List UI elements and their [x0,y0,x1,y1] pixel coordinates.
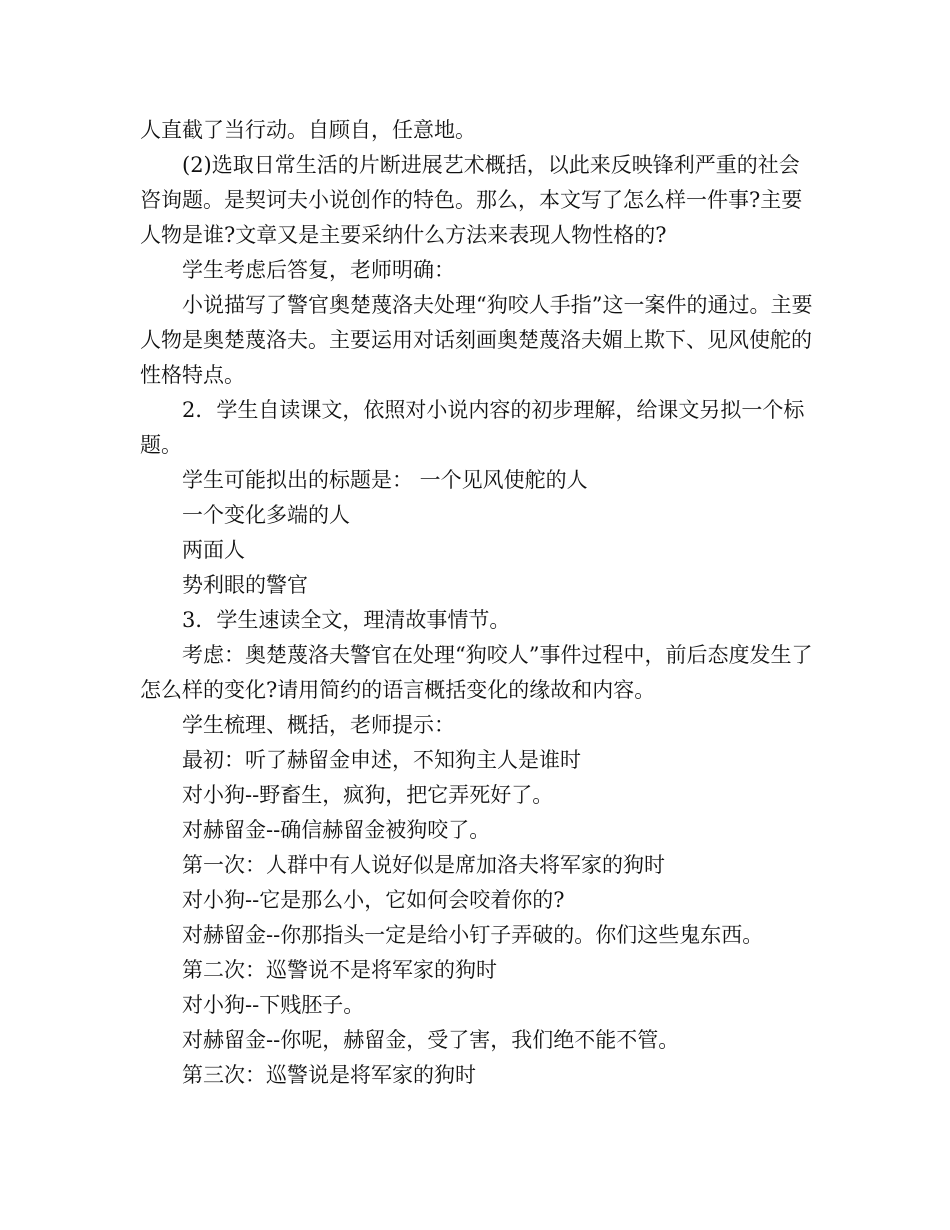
paragraph: 2．学生自读课文，依照对小说内容的初步理解，给课文另拟一个标题。 [140,398,805,457]
paragraph: 对赫留金--确信赫留金被狗咬了。 [182,818,491,842]
document-body [140,113,820,1093]
paragraph: (2)选取日常生活的片断进展艺术概括，以此来反映锋利严重的社会咨询题。是契诃夫小说创作的特色。那么，本文写了怎么样一件事?主要人物是谁?文章又是主要采纳什么方法来表现人物性格的? [140,153,803,247]
paragraph: 第三次：巡警说是将军家的狗时 [182,1063,476,1087]
paragraph: 小说描写了警官奥楚蔑洛夫处理“狗咬人手指”这一案件的通过。主要人物是奥楚蔑洛夫。主要运用对话刻画奥楚蔑洛夫媚上欺下、见风使舵的性格特点。 [140,293,813,387]
paragraph: 对小狗--下贱胚子。 [182,993,365,1017]
paragraph: 势利眼的警官 [182,573,308,597]
paragraph: 考虑：奥楚蔑洛夫警官在处理“狗咬人”事件过程中，前后态度发生了怎么样的变化?请用简约的语言概括变化的缘故和内容。 [140,643,813,702]
paragraph: 最初：听了赫留金申述，不知狗主人是谁时 [182,748,581,772]
paragraph: 对赫留金--你呢，赫留金，受了害，我们绝不能不管。 [182,1028,680,1052]
paragraph: 第二次：巡警说不是将军家的狗时 [182,958,497,982]
paragraph: 一个变化多端的人 [182,503,350,527]
paragraph: 学生可能拟出的标题是： 一个见风使舵的人 [182,468,588,492]
paragraph: 对赫留金--你那指头一定是给小钉子弄破的。你们这些鬼东西。 [182,923,764,947]
paragraph: 对小狗--它是那么小，它如何会咬着你的? [182,888,565,912]
paragraph: 学生梳理、概括，老师提示： [182,713,455,737]
paragraph: 第一次：人群中有人说好似是席加洛夫将军家的狗时 [182,853,665,877]
paragraph: 学生考虑后答复，老师明确： [182,258,455,282]
paragraph: 对小狗--野畜生，疯狗，把它弄死好了。 [182,783,554,807]
paragraph: 3．学生速读全文，理清故事情节。 [182,608,511,632]
paragraph: 人直截了当行动。自顾自，任意地。 [140,118,476,142]
paragraph: 两面人 [182,538,245,562]
